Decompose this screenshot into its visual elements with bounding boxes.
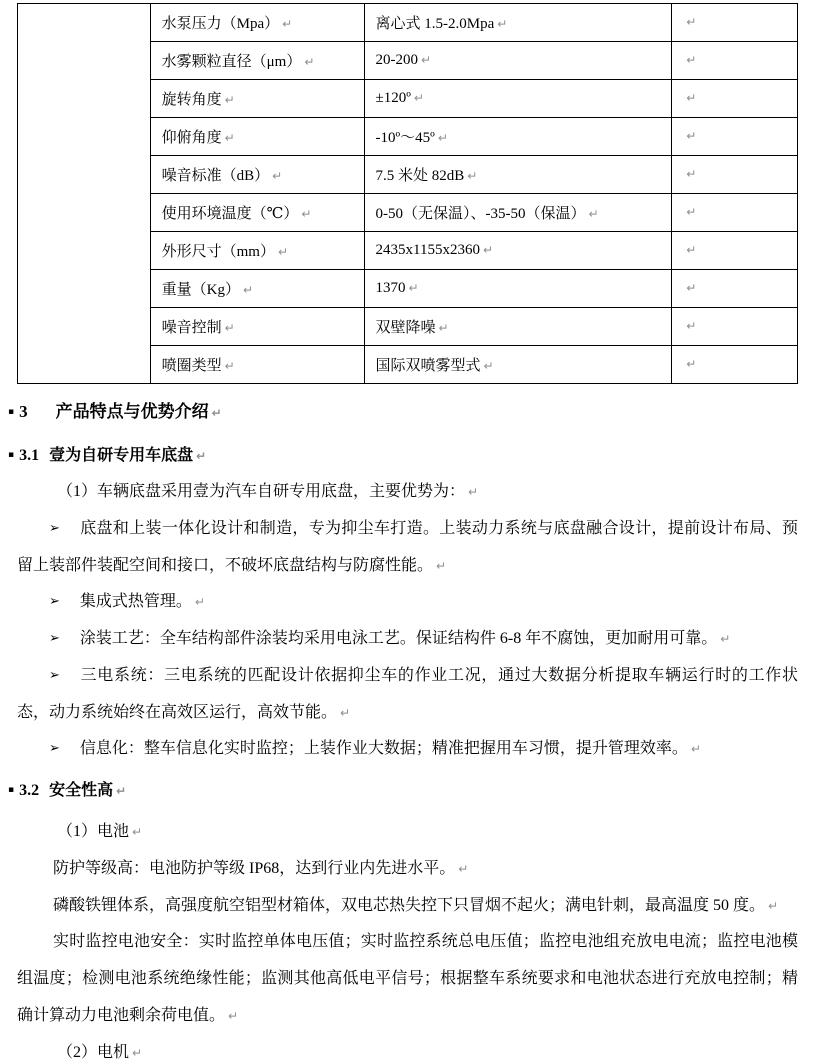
spec-value-cell <box>364 4 672 42</box>
spec-value-cell <box>364 80 672 118</box>
pilcrow-icon: ↵ <box>304 55 315 69</box>
paragraph: 防护等级高：电池防护等级 IP68，达到行业内先进水平。 ↵ <box>53 859 469 877</box>
bullet-paragraph: ➢ 三电系统：三电系统的匹配设计依据抑尘车的作业工况，通过大数据分析提取车辆运行时的工作状态，动力系统始终在高效区运行，高效节能。 ↵ <box>17 666 798 721</box>
spec-value: 国际双喷雾型式 <box>375 358 481 374</box>
pilcrow-icon: ↵ <box>686 319 697 333</box>
arrow-bullet-icon: ➢ <box>49 667 60 683</box>
arrow-bullet-icon: ➢ <box>49 741 60 757</box>
row-end-cell <box>672 4 798 42</box>
pilcrow-icon: ↵ <box>228 1008 239 1023</box>
pilcrow-icon: ↵ <box>686 91 697 105</box>
bullet-paragraph: ➢ 信息化：整车信息化实时监控；上装作业大数据；精准把握用车习惯，提升管理效率。 ↵ <box>49 740 701 758</box>
spec-value: 2435x1155x2360 <box>375 242 480 258</box>
pilcrow-icon: ↵ <box>768 898 779 913</box>
spec-value: 7.5 米处 82dB <box>375 168 465 184</box>
pilcrow-icon: ↵ <box>132 1045 143 1060</box>
table-row <box>18 4 798 42</box>
section-heading-3 <box>8 400 798 425</box>
spec-value-cell <box>364 156 672 194</box>
document-content <box>0 3 822 1062</box>
spec-label: 噪音标准（dB） <box>161 168 270 184</box>
spec-label: 外形尺寸（mm） <box>161 244 275 260</box>
paragraph: 磷酸铁锂体系，高强度航空铝型材箱体，双电芯热失控下只冒烟不起火；满电针刺，最高温度 50 度。 ↵ <box>53 896 779 914</box>
spec-label-cell <box>150 308 364 346</box>
bullet-paragraph: ➢ 集成式热管理。 ↵ <box>49 593 205 611</box>
pilcrow-icon: ↵ <box>413 91 424 105</box>
pilcrow-icon: ↵ <box>224 321 235 335</box>
pilcrow-icon: ↵ <box>686 243 697 257</box>
spec-value-cell <box>364 42 672 80</box>
pilcrow-icon: ↵ <box>468 485 479 499</box>
pilcrow-icon: ↵ <box>194 595 205 610</box>
section-number: 3 <box>19 402 28 421</box>
pilcrow-icon: ↵ <box>497 17 508 31</box>
spec-label: 旋转角度 <box>161 92 222 108</box>
heading-marker-icon: ▪ <box>8 450 15 460</box>
bullet-paragraph: ➢ 涂装工艺：全车结构部件涂装均采用电泳工艺。保证结构件 6-8 年不腐蚀，更加耐用可靠。 ↵ <box>49 630 731 647</box>
row-end-cell <box>672 156 798 194</box>
pilcrow-icon: ↵ <box>282 17 293 31</box>
spec-label-cell <box>150 270 364 308</box>
spec-value-cell <box>364 118 672 156</box>
spec-label-cell <box>150 232 364 270</box>
pilcrow-icon: ↵ <box>408 281 419 295</box>
pilcrow-icon: ↵ <box>438 321 449 335</box>
spec-value-cell <box>364 270 672 308</box>
section-3-2-body <box>17 814 798 1062</box>
spec-value: 离心式 1.5-2.0Mpa <box>375 16 495 32</box>
pilcrow-icon: ↵ <box>483 359 494 373</box>
paragraph: （2）电机 ↵ <box>57 1043 143 1061</box>
pilcrow-icon: ↵ <box>458 861 469 876</box>
spec-value: ±120º <box>375 90 411 106</box>
section-3-1-body <box>17 474 798 768</box>
pilcrow-icon: ↵ <box>340 705 351 720</box>
spec-label-cell <box>150 346 364 384</box>
spec-label-cell <box>150 42 364 80</box>
section-title: 安全性高 <box>49 782 114 799</box>
pilcrow-icon: ↵ <box>686 357 697 371</box>
pilcrow-icon: ↵ <box>686 53 697 67</box>
row-end-cell <box>672 232 798 270</box>
arrow-bullet-icon: ➢ <box>49 631 60 646</box>
spec-label: 仰俯角度 <box>161 130 222 146</box>
pilcrow-icon: ↵ <box>436 558 447 573</box>
bullet-paragraph: ➢ 底盘和上装一体化设计和制造，专为抑尘车打造。上装动力系统与底盘融合设计，提前设计布局、预留上装部件装配空间和接口，不破坏底盘结构与防腐性能。 ↵ <box>17 519 798 574</box>
spec-value-cell <box>364 232 672 270</box>
row-end-cell <box>672 80 798 118</box>
section-heading-3-1 <box>8 443 798 468</box>
pilcrow-icon: ↵ <box>482 243 494 257</box>
pilcrow-icon: ↵ <box>467 169 478 183</box>
pilcrow-icon: ↵ <box>224 93 235 107</box>
pilcrow-icon: ↵ <box>301 207 312 221</box>
pilcrow-icon: ↵ <box>437 131 448 145</box>
arrow-bullet-icon: ➢ <box>49 520 60 536</box>
heading-marker-icon: ▪ <box>8 407 15 417</box>
spec-label-cell <box>150 118 364 156</box>
section-title: 产品特点与优势介绍 <box>55 402 209 421</box>
pilcrow-icon: ↵ <box>277 245 289 259</box>
spec-label: 使用环境温度（℃） <box>161 206 299 222</box>
spec-label: 重量（Kg） <box>161 282 240 298</box>
arrow-bullet-icon: ➢ <box>49 594 60 610</box>
row-end-cell <box>672 118 798 156</box>
spec-label-cell <box>150 80 364 118</box>
row-end-cell <box>672 308 798 346</box>
spec-value-cell <box>364 308 672 346</box>
spec-value: 20-200 <box>375 52 418 68</box>
pilcrow-icon: ↵ <box>686 15 697 29</box>
spec-label: 水泵压力（Mpa） <box>161 16 280 32</box>
pilcrow-icon: ↵ <box>211 406 222 420</box>
section-number: 3.1 <box>19 447 40 464</box>
spec-label-cell <box>150 4 364 42</box>
spec-table <box>17 3 798 384</box>
row-end-cell <box>672 346 798 384</box>
pilcrow-icon: ↵ <box>224 131 235 145</box>
paragraph: （1）车辆底盘采用壹为汽车自研专用底盘，主要优势为： ↵ <box>57 483 479 500</box>
spec-value: 双壁降噪 <box>375 320 436 336</box>
spec-value: 0-50（无保温）、-35-50（保温） <box>375 206 586 222</box>
pilcrow-icon: ↵ <box>588 207 599 221</box>
row-end-cell <box>672 270 798 308</box>
pilcrow-icon: ↵ <box>686 205 697 219</box>
row-end-cell <box>672 42 798 80</box>
spec-value-cell <box>364 346 672 384</box>
paragraph: 实时监控电池安全：实时监控单体电压值；实时监控系统总电压值；监控电池组充放电电流；监控电池模组温度；检测电池系统绝缘性能；监测其他高低电平信号；根据整车系统要求和电池状态进行充放电控制；精确计算动力电池剩余荷电值。 ↵ <box>17 933 798 1024</box>
spec-label: 喷圈类型 <box>161 358 222 374</box>
pilcrow-icon: ↵ <box>720 632 731 646</box>
section-number: 3.2 <box>19 782 40 799</box>
pilcrow-icon: ↵ <box>272 169 283 183</box>
spec-label: 水雾颗粒直径（μm） <box>161 54 302 70</box>
pilcrow-icon: ↵ <box>686 129 697 143</box>
spec-value: 1370 <box>375 280 406 296</box>
merged-empty-cell <box>18 4 151 384</box>
spec-value-cell <box>364 194 672 232</box>
row-end-cell <box>672 194 798 232</box>
pilcrow-icon: ↵ <box>224 359 235 373</box>
pilcrow-icon: ↵ <box>686 281 697 295</box>
pilcrow-icon: ↵ <box>196 449 207 463</box>
spec-label: 噪音控制 <box>161 320 222 336</box>
heading-marker-icon: ▪ <box>8 785 15 795</box>
section-heading-3-2 <box>8 778 798 803</box>
pilcrow-icon: ↵ <box>690 742 701 757</box>
pilcrow-icon: ↵ <box>242 283 254 297</box>
pilcrow-icon: ↵ <box>686 167 697 181</box>
pilcrow-icon: ↵ <box>116 784 127 798</box>
paragraph: （1）电池 ↵ <box>57 823 143 840</box>
pilcrow-icon: ↵ <box>132 825 143 839</box>
spec-value: -10º～45º <box>375 130 435 146</box>
spec-label-cell <box>150 194 364 232</box>
section-title: 壹为自研专用车底盘 <box>49 447 194 464</box>
pilcrow-icon: ↵ <box>421 53 432 67</box>
spec-label-cell <box>150 156 364 194</box>
